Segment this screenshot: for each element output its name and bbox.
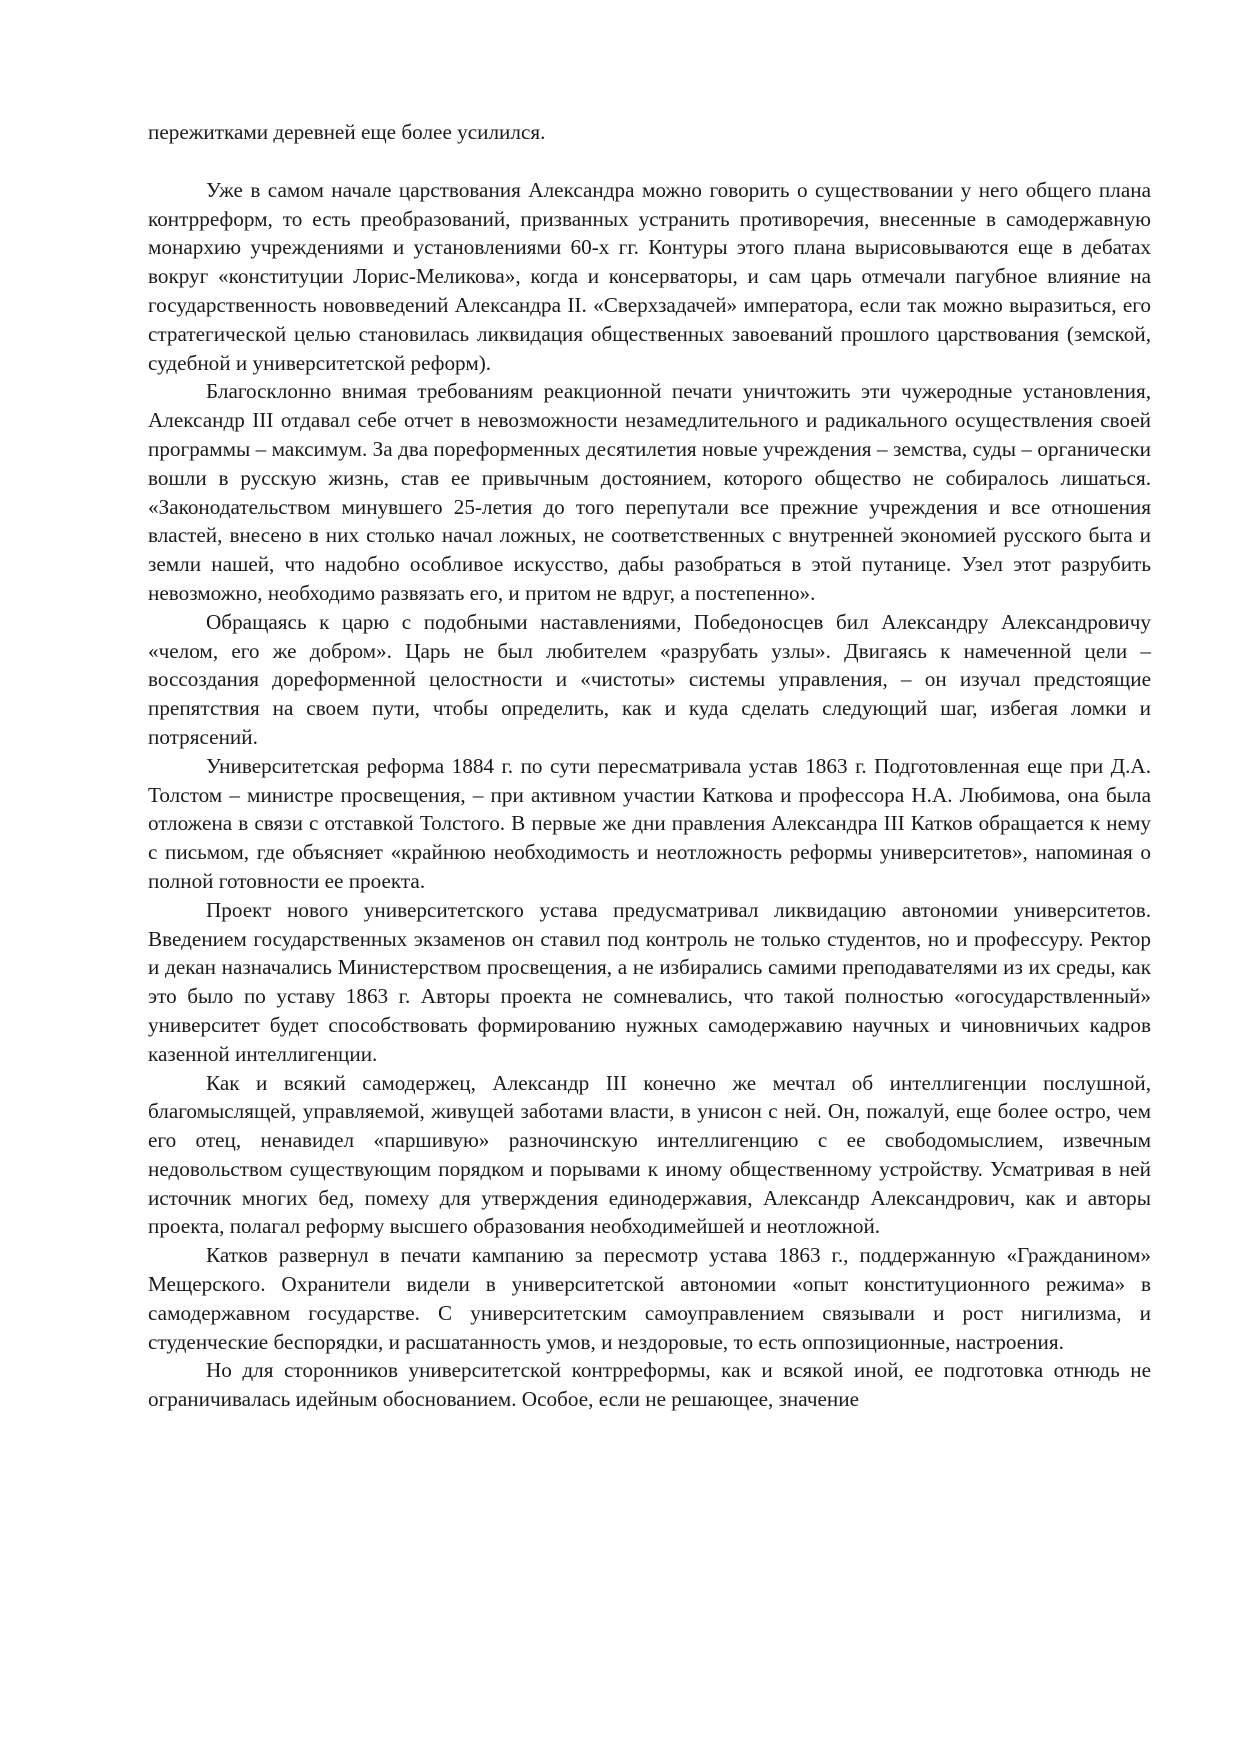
paragraph: Проект нового университетского устава предусматривал ликвидацию автономии университетов. Введением государственных экзаменов он ставил под контроль не только студентов, но и профессуру. Ректор и декан назначались Министерством просвещения, а не избирались самими преподавателями из их среды, как это было по уставу 1863 г. Авторы проекта не сомневались, что такой полностью «огосударствленный» университет будет способствовать формированию нужных самодержавию научных и чиновничьих кадров казенной интеллигенции. (148, 897, 1151, 1066)
paragraph-continuation: пережитками деревней еще более усилился. (148, 120, 546, 144)
paragraph: Обращаясь к царю с подобными наставлениями, Победоносцев бил Александру Александровичу «челом, его же добром». Царь не был любителем «разрубать узлы». Двигаясь к намеченной цели – воссоздания дореформенной целостности и «чистоты» системы управления, – он изучал предстоящие препятствия на своем пути, чтобы определить, как и куда сделать следующий шаг, избегая ломки и потрясений. (148, 609, 1151, 749)
paragraph: Но для сторонников университетской контрреформы, как и всякой иной, ее подготовка отнюдь не ограничивалась идейным обоснованием. Особое, если не решающее, значение (148, 1358, 1151, 1412)
paragraph: Уже в самом начале царствования Александра можно говорить о существовании у него общего плана контрреформ, то есть преобразований, призванных устранить противоречия, внесенные в самодержавную монархию учреждениями и установлениями 60-х гг. Контуры этого плана вырисовываются еще в дебатах вокруг «конституции Лорис-Меликова», когда и консерваторы, и сам царь отмечали пагубное влияние на государственность нововведений Александра II. «Сверхзадачей» императора, если так можно выразиться, его стратегической целью становилась ликвидация общественных завоеваний прошлого царствования (земской, судебной и университетской реформ). (148, 177, 1151, 375)
document-page (148, 118, 1151, 1414)
paragraph: Катков развернул в печати кампанию за пересмотр устава 1863 г., поддержанную «Гражданином» Мещерского. Охранители видели в университетской автономии «опыт конституционного режима» в самодержавном государстве. С университетским самоуправлением связывали и рост нигилизма, и студенческие беспорядки, и расшатанность умов, и нездоровые, то есть оппозиционные, настроения. (148, 1243, 1151, 1354)
paragraph: Благосклонно внимая требованиям реакционной печати уничтожить эти чужеродные установления, Александр III отдавал себе отчет в невозможности незамедлительного и радикального осуществления своей программы – максимум. За два пореформенных десятилетия новые учреждения – земства, суды – органически вошли в русскую жизнь, став ее привычным достоянием, которого общество не собиралось лишаться. «Законодательством минувшего 25-летия до того перепутали все прежние учреждения и все отношения властей, внесено в них столько начал ложных, не соответственных с внутренней экономией русского быта и земли нашей, что надобно особливое искусство, дабы разобраться в этой путанице. Узел этот разрубить невозможно, необходимо развязать его, и притом не вдруг, а постепенно». (148, 379, 1151, 605)
paragraph: Как и всякий самодержец, Александр III конечно же мечтал об интеллигенции послушной, благомыслящей, управляемой, живущей заботами власти, в унисон с ней. Он, пожалуй, еще более остро, чем его отец, ненавидел «паршивую» разночинскую интеллигенцию с ее свободомыслием, извечным недовольством существующим порядком и порывами к иному общественному устройству. Усматривая в ней источник многих бед, помеху для утверждения единодержавия, Александр Александрович, как и авторы проекта, полагал реформу высшего образования необходимейшей и неотложной. (148, 1070, 1151, 1239)
paragraph: Университетская реформа 1884 г. по сути пересматривала устав 1863 г. Подготовленная еще при Д.А. Толстом – министре просвещения, – при активном участии Каткова и профессора Н.А. Любимова, она была отложена в связи с отставкой Толстого. В первые же дни правления Александра III Катков обращается к нему с письмом, где объясняет «крайнюю необходимость и неотложность реформы университетов», напоминая о полной готовности ее проекта. (148, 753, 1151, 893)
